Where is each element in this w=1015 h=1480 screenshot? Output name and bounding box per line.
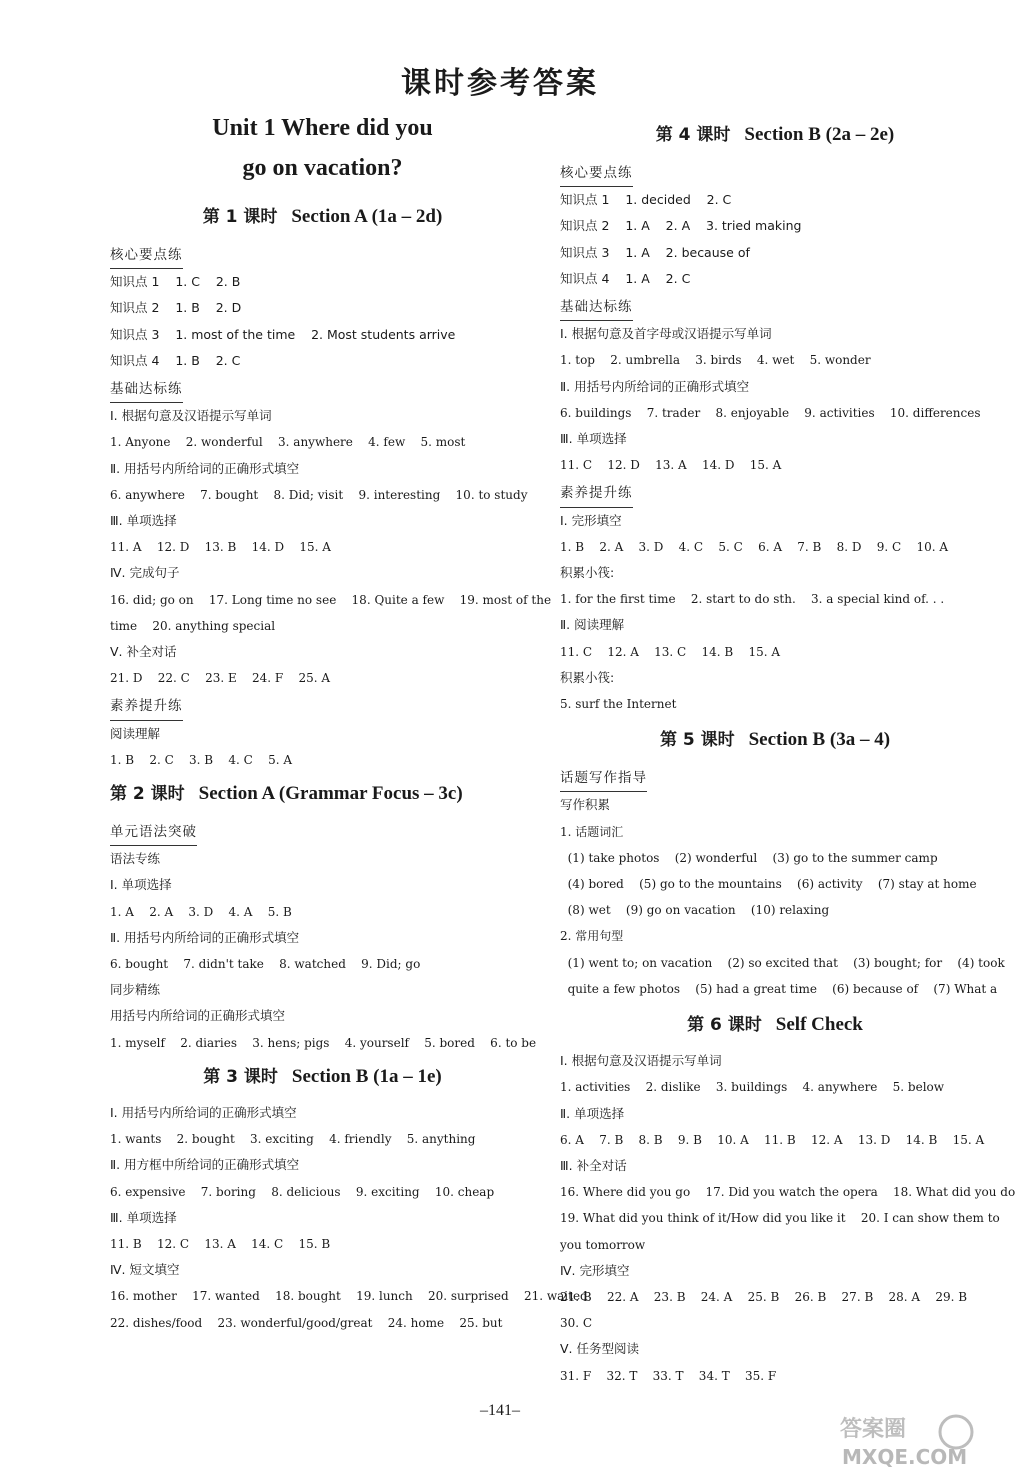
answer-line: 1. for the first time 2. start to do sth. 3. a special kind of. . . — [560, 592, 945, 607]
lesson-section: Section A (Grammar Focus – 3c) — [198, 783, 463, 805]
answer-line: 积累小筏: — [560, 565, 615, 581]
lesson-heading — [110, 1062, 535, 1092]
subsection-label: 话题写作指导 — [560, 765, 647, 792]
lesson-heading — [560, 725, 990, 755]
lesson-number: 第 1 课时 — [202, 207, 278, 227]
answer-line: Ⅲ. 单项选择 — [110, 513, 177, 529]
answer-line: 16. Where did you go 17. Did you watch the opera 18. What did you do — [560, 1185, 1015, 1200]
answer-line: 知识点 4 1. A 2. C — [560, 270, 691, 286]
lesson-heading — [110, 779, 535, 809]
answer-line: 6. bought 7. didn't take 8. watched 9. Did; go — [110, 957, 421, 972]
answer-line: 同步精练 — [110, 982, 161, 998]
lesson-section: Section A (1a – 2d) — [291, 206, 443, 227]
subsection-label: 素养提升练 — [560, 480, 633, 507]
answer-line: 21. B 22. A 23. B 24. A 25. B 26. B 27. B 28. A 29. B — [560, 1289, 968, 1304]
answer-block — [110, 240, 535, 374]
answer-line: 30. C — [560, 1316, 593, 1331]
answer-line: Ⅲ. 单项选择 — [560, 431, 627, 447]
subsection-label: 素养提升练 — [110, 693, 183, 720]
answer-line: (8) wet (9) go on vacation (10) relaxing — [560, 903, 830, 918]
lesson-2-blocks — [110, 817, 535, 1056]
lesson-number: 第 6 课时 — [687, 1015, 762, 1036]
answer-line: 阅读理解 — [110, 725, 161, 741]
subsection-label: 核心要点练 — [110, 242, 183, 269]
lesson-section: Section B (2a – 2e) — [744, 124, 895, 145]
lesson-5-blocks — [560, 763, 1005, 1002]
answer-line: 知识点 2 1. A 2. A 3. tried making — [560, 218, 802, 234]
answer-block — [560, 478, 990, 717]
answer-line: time 20. anything special — [110, 618, 276, 633]
answer-line: 16. mother 17. wanted 18. bought 19. lunch 20. surprised 21. waited — [110, 1289, 588, 1304]
answer-line: 1. top 2. umbrella 3. birds 4. wet 5. wonder — [560, 353, 871, 368]
answer-line: 1. 话题词汇 — [560, 824, 624, 839]
page-title: 课时参考答案 — [401, 66, 599, 101]
answer-line: (1) went to; on vacation (2) so excited that (3) bought; for (4) took — [560, 955, 1005, 970]
lesson-section: Section B (1a – 1e) — [291, 1065, 442, 1087]
answer-line: Ⅰ. 根据句意及汉语提示写单词 — [560, 1053, 722, 1069]
lesson-number: 第 4 课时 — [655, 125, 731, 145]
answer-line: 知识点 3 1. A 2. because of — [560, 244, 750, 260]
answer-line: (1) take photos (2) wonderful (3) go to the summer camp — [560, 850, 938, 865]
answer-line: 6. A 7. B 8. B 9. B 10. A 11. B 12. A 13. D 14. B 15. A — [560, 1132, 985, 1147]
answer-line: Ⅳ. 完成句子 — [110, 565, 180, 581]
lesson-section: Self Check — [775, 1014, 863, 1036]
answer-line: Ⅱ. 单项选择 — [560, 1105, 625, 1121]
answer-line: 1. A 2. A 3. D 4. A 5. B — [110, 904, 292, 919]
answer-line: Ⅴ. 补全对话 — [110, 644, 177, 660]
answer-line: 知识点 1 1. decided 2. C — [560, 192, 732, 208]
answer-block — [560, 292, 990, 478]
answer-line: 知识点 2 1. B 2. D — [110, 300, 242, 316]
answer-line: 22. dishes/food 23. wonderful/good/great 24. home 25. but — [110, 1315, 503, 1330]
lesson-heading — [110, 202, 535, 232]
answer-line: 1. Anyone 2. wonderful 3. anywhere 4. few 5. most — [110, 435, 466, 450]
answer-line: Ⅱ. 用括号内所给词的正确形式填空 — [560, 378, 750, 394]
answer-line: 知识点 4 1. B 2. C — [110, 352, 241, 368]
answer-block — [110, 817, 535, 1056]
lesson-6-blocks — [560, 1048, 1015, 1389]
lesson-number: 第 3 课时 — [203, 1066, 278, 1087]
watermark-logo — [836, 1410, 986, 1470]
answer-block — [560, 158, 990, 292]
answer-line: 11. C 12. D 13. A 14. D 15. A — [560, 458, 782, 473]
answer-line: 31. F 32. T 33. T 34. T 35. F — [560, 1368, 777, 1383]
answer-line: Ⅲ. 补全对话 — [560, 1157, 627, 1173]
lesson-number: 第 2 课时 — [110, 784, 185, 805]
answer-line: 19. What did you think of it/How did you like it 20. I can show them to — [560, 1211, 1000, 1226]
answer-line: 6. expensive 7. boring 8. delicious 9. exciting 10. cheap — [110, 1184, 495, 1199]
answer-block — [110, 691, 535, 773]
answer-block — [560, 1048, 1015, 1389]
page-number: –141– — [480, 1402, 520, 1419]
answer-line: 1. myself 2. diaries 3. hens; pigs 4. yourself 5. bored 6. to be — [110, 1035, 537, 1050]
unit-title-line-2: go on vacation? — [242, 155, 403, 181]
answer-line: 知识点 3 1. most of the time 2. Most students arrive — [110, 326, 456, 342]
answer-line: Ⅲ. 单项选择 — [110, 1209, 177, 1225]
answer-line: 21. D 22. C 23. E 24. F 25. A — [110, 671, 331, 686]
answer-line: 1. B 2. C 3. B 4. C 5. A — [110, 752, 293, 767]
subsection-label: 基础达标练 — [110, 376, 183, 403]
watermark-ring-icon — [940, 1416, 972, 1448]
answer-line: Ⅱ. 用括号内所给词的正确形式填空 — [110, 929, 300, 945]
lesson-section: Section B (3a – 4) — [748, 729, 891, 751]
answer-line: Ⅱ. 阅读理解 — [560, 617, 625, 633]
answer-line: quite a few photos (5) had a great time (6) because of (7) What a — [560, 981, 998, 996]
answer-line: 11. B 12. C 13. A 14. C 15. B — [110, 1236, 331, 1251]
lesson-heading — [560, 1010, 990, 1040]
subsection-label: 单元语法突破 — [110, 819, 197, 846]
lesson-heading — [560, 120, 990, 150]
answer-line: Ⅰ. 单项选择 — [110, 877, 172, 893]
answer-line: Ⅰ. 根据句意及汉语提示写单词 — [110, 408, 272, 424]
answer-line: 11. C 12. A 13. C 14. B 15. A — [560, 644, 781, 659]
answer-line: 写作积累 — [560, 797, 611, 813]
answer-line: Ⅳ. 短文填空 — [110, 1262, 180, 1278]
answer-block — [110, 374, 552, 691]
answer-line: Ⅳ. 完形填空 — [560, 1262, 630, 1278]
answer-line: 1. B 2. A 3. D 4. C 5. C 6. A 7. B 8. D 9. C 10. A — [560, 539, 949, 554]
answer-line: Ⅱ. 用括号内所给词的正确形式填空 — [110, 460, 300, 476]
answer-line: Ⅰ. 用括号内所给词的正确形式填空 — [110, 1104, 297, 1120]
answer-line: 1. wants 2. bought 3. exciting 4. friendly 5. anything — [110, 1132, 476, 1147]
answer-line: Ⅴ. 任务型阅读 — [560, 1341, 639, 1357]
answer-line: 1. activities 2. dislike 3. buildings 4. anywhere 5. below — [560, 1080, 945, 1095]
unit-title — [110, 108, 535, 188]
watermark-text: MXQE.COM — [842, 1445, 968, 1469]
lesson-number: 第 5 课时 — [659, 730, 735, 751]
subsection-label: 核心要点练 — [560, 160, 633, 187]
lesson-1-blocks — [110, 240, 552, 773]
answer-line: Ⅰ. 根据句意及首字母或汉语提示写单词 — [560, 326, 772, 342]
answer-line: 语法专练 — [110, 851, 161, 867]
answer-line: 积累小筏: — [560, 669, 615, 685]
answer-line: Ⅰ. 完形填空 — [560, 512, 622, 528]
lesson-4-blocks — [560, 158, 990, 717]
answer-line: you tomorrow — [560, 1237, 646, 1252]
answer-line: 11. A 12. D 13. B 14. D 15. A — [110, 540, 331, 555]
answer-line: 6. anywhere 7. bought 8. Did; visit 9. interesting 10. to study — [110, 487, 528, 502]
right-column — [560, 120, 1015, 1389]
answer-line: 6. buildings 7. trader 8. enjoyable 9. activities 10. differences — [560, 405, 981, 420]
unit-title-line-1: Unit 1 Where did you — [212, 115, 433, 141]
answer-line: 2. 常用句型 — [560, 929, 624, 944]
answer-line: 5. surf the Internet — [560, 697, 677, 712]
answer-line: 知识点 1 1. C 2. B — [110, 274, 241, 290]
answer-line: (4) bored (5) go to the mountains (6) activity (7) stay at home — [560, 877, 977, 892]
answer-line: 用括号内所给词的正确形式填空 — [110, 1008, 286, 1024]
answer-line: 16. did; go on 17. Long time no see 18. Quite a few 19. most of the — [110, 592, 552, 607]
watermark-logo-text: 答案圈 — [840, 1417, 907, 1442]
answer-line: Ⅱ. 用方框中所给词的正确形式填空 — [110, 1157, 300, 1173]
subsection-label: 基础达标练 — [560, 294, 633, 321]
answer-block — [560, 763, 1005, 1002]
